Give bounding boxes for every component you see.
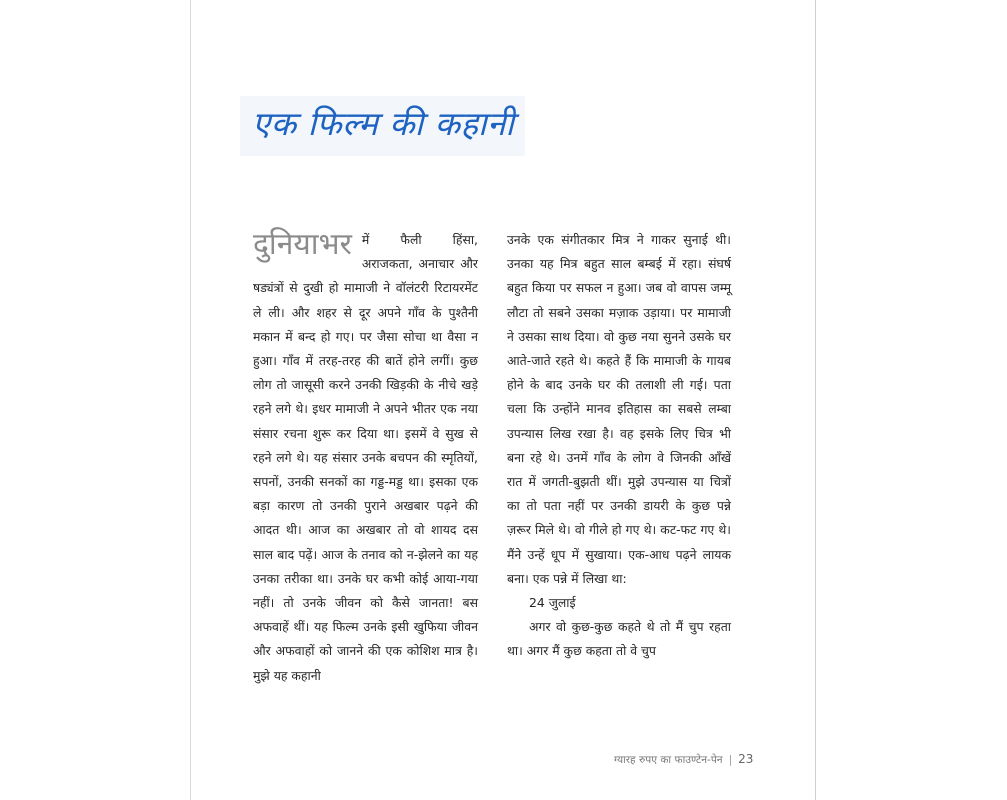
chapter-title: एक फिल्म की कहानी [252,104,515,143]
diary-text: अगर वो कुछ-कुछ कहते थे तो मैं चुप रहता था। अगर मैं कुछ कहता तो वे चुप [507,619,731,659]
left-column [253,228,478,688]
left-column-text: में फैली हिंसा, अराजकता, अनाचार और षड्यंत्रों से दुखी हो मामाजी ने वॉलंटरी रिटायरमेंट ले ली। और शहर से दूर अपने गाँव के पुश्तैनी मकान में बन्द हो गए। पर जैसा सोचा था वैसा न हुआ। गाँव में तरह-तरह की बातें होने लगीं। कुछ लोग तो जासूसी करने उनकी खिड़की के नीचे खड़े रहने लगे थे। इधर मामाजी ने अपने भीतर एक नया संसार रचना शुरू कर दिया था। इसमें वे सुख से रहने लगे थे। यह संसार उनके बचपन की स्मृतियों, सपनों, उनकी सनकों का गड्ड-मड्ड था। इसका एक बड़ा कारण तो उनकी पुराने अखबार पढ़ने की आदत थी। आज का अखबार तो वो शायद दस साल बाद पढ़ें। आज के तनाव को न-झेलने का यह उनका तरीका था। उनके घर कभी कोई आया-गया नहीं। तो उनके जीवन को कैसे जानता! बस अफवाहें थीं। यह फिल्म उनके इसी खुफिया जीवन और अफवाहों को जानने की एक कोशिश मात्र है। मुझे यह कहानी [253,232,478,683]
page-edge-right [815,0,816,800]
right-column-text: उनके एक संगीतकार मित्र ने गाकर सुनाई थी। उनका यह मित्र बहुत साल बम्बई में रहा। संघर्ष बहुत किया पर सफल न हुआ। जब वो वापस जम्मू लौटा तो सबने उसका मज़ाक उड़ाया। पर मामाजी ने उसका साथ दिया। वो कुछ नया सुनने उसके घर आते-जाते रहते थे। कहते हैं कि मामाजी के गायब होने के बाद उनके घर की तलाशी ली गई। पता चला कि उन्होंने मानव इतिहास का सबसे लम्बा उपन्यास लिख रखा है। वह इसके लिए चित्र भी बना रहे थे। उनमें गाँव के लोग वे जिनकी आँखें रात में जगती-बुझती थीं। मुझे उपन्यास या चित्रों का तो पता नहीं पर उनकी डायरी के कुछ पन्ने ज़रूर मिले थे। वो गीले हो गए थे। कट-फट गए थे। मैंने उन्हें धूप में सुखाया। एक-आध पढ़ने लायक बना। एक पन्ने में लिखा था: [507,232,731,586]
dropcap-word: दुनियाभर [253,227,352,262]
diary-date: 24 जुलाई [529,595,576,611]
page-number: 23 [738,752,754,766]
right-column [507,228,731,664]
footer-book-title: ग्यारह रुपए का फाउण्टेन-पेन [614,754,723,766]
page-footer [614,752,753,767]
page-edge-left [190,0,191,800]
footer-separator: | [728,754,733,766]
